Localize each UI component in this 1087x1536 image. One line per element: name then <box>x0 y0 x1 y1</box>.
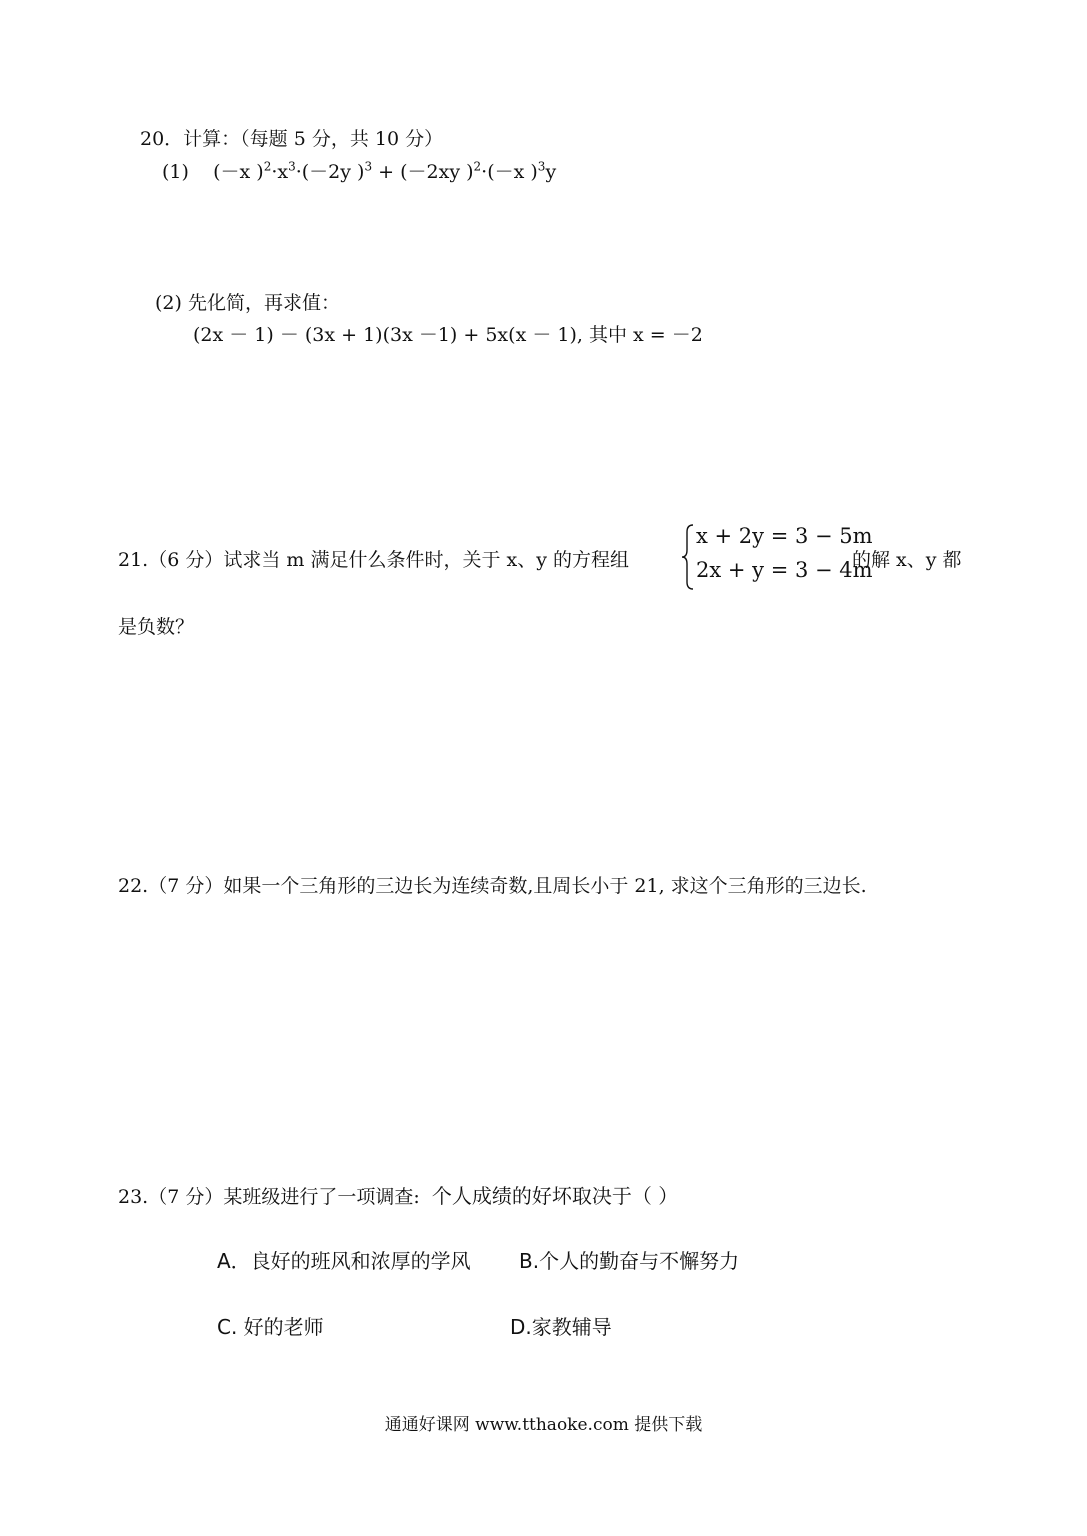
question-23-intro: 23.（7 分）某班级进行了一项调查: <box>118 1186 420 1208</box>
question-21-text: 21.（6 分）试求当 m 满足什么条件时，关于 x、y 的方程组 <box>118 549 629 571</box>
exponent: 3 <box>364 159 373 174</box>
question-20-part-2-expression: (2x － 1) － (3x + 1)(3x －1) + 5x(x － 1), 其中 x = －2 <box>193 324 703 346</box>
option-d: D.家教辅导 <box>510 1315 612 1339</box>
question-22-text: 22.（7 分）如果一个三角形的三边长为连续奇数,且周长小于 21, 求这个三角形的三边长. <box>118 875 867 897</box>
equation-1: x + 2y = 3 − 5m <box>696 524 873 548</box>
expr-term: (－x ) <box>213 161 264 183</box>
brace-icon <box>682 524 694 590</box>
expr-term: ·(－x ) <box>481 161 538 183</box>
equation-system <box>682 522 873 592</box>
exponent: 2 <box>473 159 482 174</box>
expr-term: ·x <box>271 161 289 183</box>
option-a: A．良好的班风和浓厚的学风 <box>217 1249 471 1273</box>
question-23 <box>118 1180 678 1209</box>
question-23-prompt: 个人成绩的好坏取决于（ ） <box>431 1184 679 1208</box>
question-20-part-2-label: (2) 先化简，再求值： <box>155 292 340 314</box>
option-c: C. 好的老师 <box>217 1315 324 1339</box>
question-21-text-continued: 是负数？ <box>118 616 195 638</box>
exponent: 3 <box>288 159 296 174</box>
page-footer: 通通好课网 www.tthaoke.com 提供下载 <box>384 1415 703 1435</box>
question-20-part-1 <box>162 157 556 184</box>
part-1-label: (1) <box>162 161 189 183</box>
equation-2: 2x + y = 3 − 4m <box>696 558 873 582</box>
question-21-text-tail: 的解 x、y 都 <box>852 549 962 571</box>
expr-term: ·(－2y ) <box>295 161 365 183</box>
exponent: 2 <box>263 159 272 174</box>
question-20-title: 20．计算：（每题 5 分，共 10 分） <box>140 128 444 150</box>
option-b: B.个人的勤奋与不懈努力 <box>519 1249 740 1273</box>
exponent: 3 <box>537 159 546 174</box>
expr-term: y <box>545 161 557 183</box>
expr-term: + (－2xy ) <box>378 161 474 183</box>
